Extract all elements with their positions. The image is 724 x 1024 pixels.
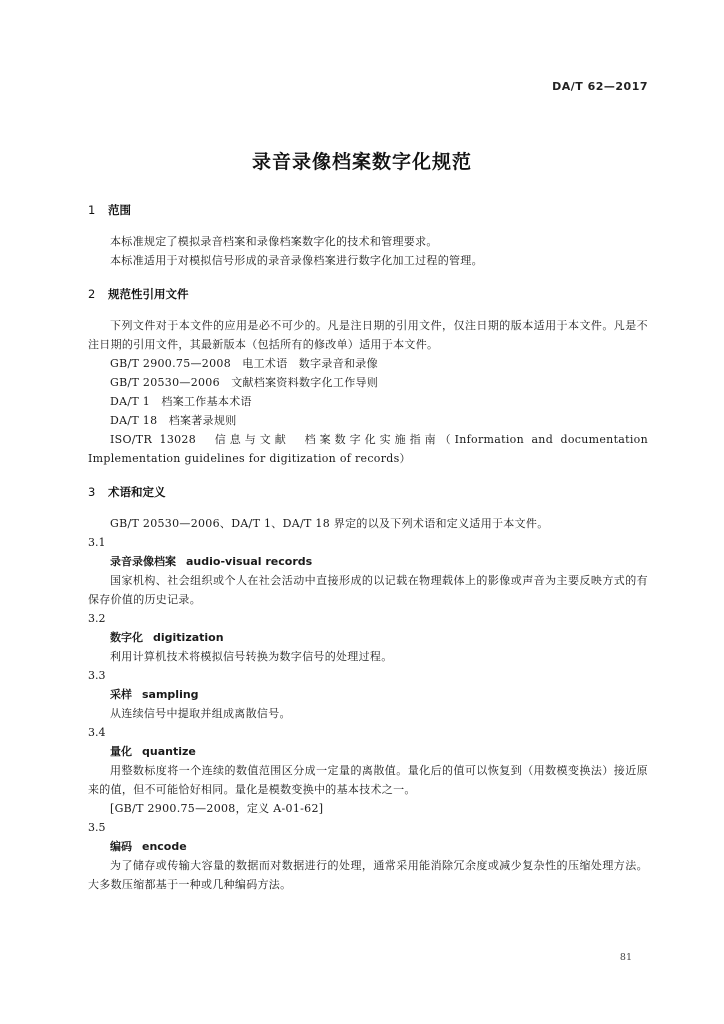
term-definition: 利用计算机技术将模拟信号转换为数字信号的处理过程。 [110,650,393,663]
reference-item: ISO/TR 13028 信息与文献 档案数字化实施指南（Information and documentation Implementation guidelines for digitization of records） [88,433,660,465]
term-entry [88,609,648,666]
reference-item: DA/T 1 档案工作基本术语 [110,395,252,408]
section-number: 3 [88,485,96,499]
term-entry [88,666,648,723]
term-definition: 为了储存或传输大容量的数据而对数据进行的处理，通常采用能消除冗余度或减少复杂性的压缩处理方法。大多数压缩都基于一种或几种编码方法。 [88,859,648,891]
normative-intro: 下列文件对于本文件的应用是必不可少的。凡是注日期的引用文件，仅注日期的版本适用于本文件。凡是不注日期的引用文件，其最新版本（包括所有的修改单）适用于本文件。 [88,319,648,351]
term-zh: 采样 [110,688,132,701]
term-heading [88,837,648,856]
term-source: [GB/T 2900.75—2008，定义 A-01-62] [110,802,324,815]
section-scope [88,200,648,270]
section-heading [88,284,648,304]
term-definition: 用整数标度将一个连续的数值范围区分成一定量的离散值。量化后的值可以恢复到（用数模变换法）接近原来的值，但不可能恰好相同。量化是模数变换中的基本技术之一。 [88,764,648,796]
term-zh: 录音录像档案 [110,555,176,568]
section-title: 术语和定义 [108,485,166,499]
term-heading [88,628,648,647]
term-zh: 量化 [110,745,132,758]
term-en: digitization [153,631,224,644]
term-number: 3.4 [88,726,106,739]
term-entry [88,723,648,818]
scope-paragraph: 本标准适用于对模拟信号形成的录音录像档案进行数字化加工过程的管理。 [110,254,483,267]
section-heading [88,482,648,502]
term-number: 3.2 [88,612,106,625]
term-en: sampling [142,688,199,701]
term-entry [88,818,648,894]
terms-intro: GB/T 20530—2006、DA/T 1、DA/T 18 界定的以及下列术语和定义适用于本文件。 [110,517,549,530]
term-number: 3.1 [88,536,106,549]
term-en: audio-visual records [186,555,313,568]
section-terms-definitions [88,482,648,894]
section-number: 1 [88,203,96,217]
term-zh: 数字化 [110,631,143,644]
standard-code: DA/T 62—2017 [552,80,648,93]
term-heading [88,742,648,761]
term-number: 3.5 [88,821,106,834]
document-body [88,200,660,894]
term-en: encode [142,840,187,853]
document-title: 录音录像档案数字化规范 [251,151,472,173]
term-heading [88,552,648,571]
reference-item: DA/T 18 档案著录规则 [110,414,237,427]
section-title: 范围 [108,203,131,217]
term-entry [88,533,648,609]
reference-item: GB/T 20530—2006 文献档案资料数字化工作导则 [110,376,379,389]
scope-paragraph: 本标准规定了模拟录音档案和录像档案数字化的技术和管理要求。 [110,235,438,248]
section-normative-references [88,284,660,468]
term-definition: 从连续信号中提取并组成离散信号。 [110,707,291,720]
term-heading [88,685,648,704]
term-definition: 国家机构、社会组织或个人在社会活动中直接形成的以记载在物理载体上的影像或声音为主要反映方式的有保存价值的历史记录。 [88,574,648,606]
section-number: 2 [88,287,96,301]
term-number: 3.3 [88,669,106,682]
reference-item: GB/T 2900.75—2008 电工术语 数字录音和录像 [110,357,378,370]
term-en: quantize [142,745,196,758]
term-zh: 编码 [110,840,132,853]
page-number: 81 [619,952,632,963]
section-heading [88,200,648,220]
section-title: 规范性引用文件 [108,287,189,301]
